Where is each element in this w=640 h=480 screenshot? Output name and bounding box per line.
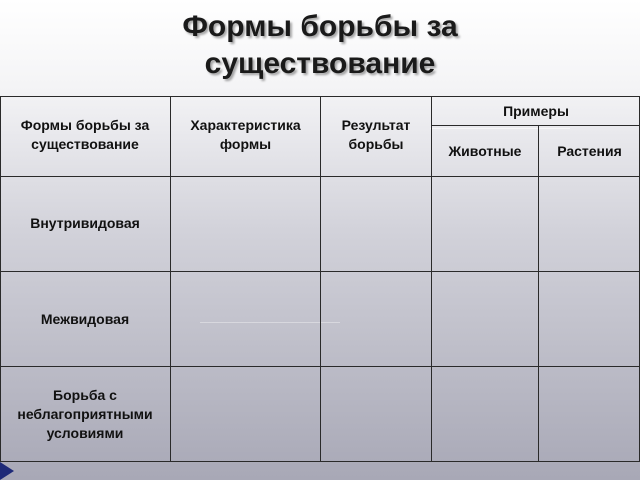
title-line-1: Формы борьбы за [182, 10, 458, 43]
header-characteristic-text: Характеристика формы [190, 117, 301, 152]
row-result-cell [321, 367, 432, 462]
row-result-cell [321, 177, 432, 272]
header-result-text: Результат борьбы [341, 117, 411, 152]
row-plants-cell [539, 367, 640, 462]
header-forms-text: Формы борьбы за существование [20, 117, 150, 152]
row-characteristic-cell [171, 272, 321, 367]
header-animals-text: Животные [448, 143, 522, 159]
row-animals-cell [432, 177, 539, 272]
slide-title [0, 8, 640, 82]
header-examples [432, 96, 640, 126]
row-animals-cell [432, 367, 539, 462]
header-examples-text: Примеры [503, 103, 569, 119]
row-form-cell [0, 177, 171, 272]
row-plants-cell [539, 177, 640, 272]
row-characteristic-cell [171, 367, 321, 462]
forms-table [0, 96, 640, 462]
header-plants [539, 126, 640, 177]
row-form-cell [0, 367, 171, 462]
header-result [321, 96, 432, 177]
row-characteristic-cell [171, 177, 321, 272]
row-form-label: Борьба с неблагоприятными условиями [17, 387, 153, 441]
header-animals [432, 126, 539, 177]
header-forms [0, 96, 171, 177]
header-plants-text: Растения [557, 143, 622, 159]
row-plants-cell [539, 272, 640, 367]
arrow-bullet-icon [0, 462, 14, 480]
row-form-label: Внутривидовая [30, 215, 140, 231]
header-characteristic [171, 96, 321, 177]
row-result-cell [321, 272, 432, 367]
title-line-2: существование [204, 47, 436, 80]
row-animals-cell [432, 272, 539, 367]
row-form-cell [0, 272, 171, 367]
row-form-label: Межвидовая [40, 311, 130, 327]
